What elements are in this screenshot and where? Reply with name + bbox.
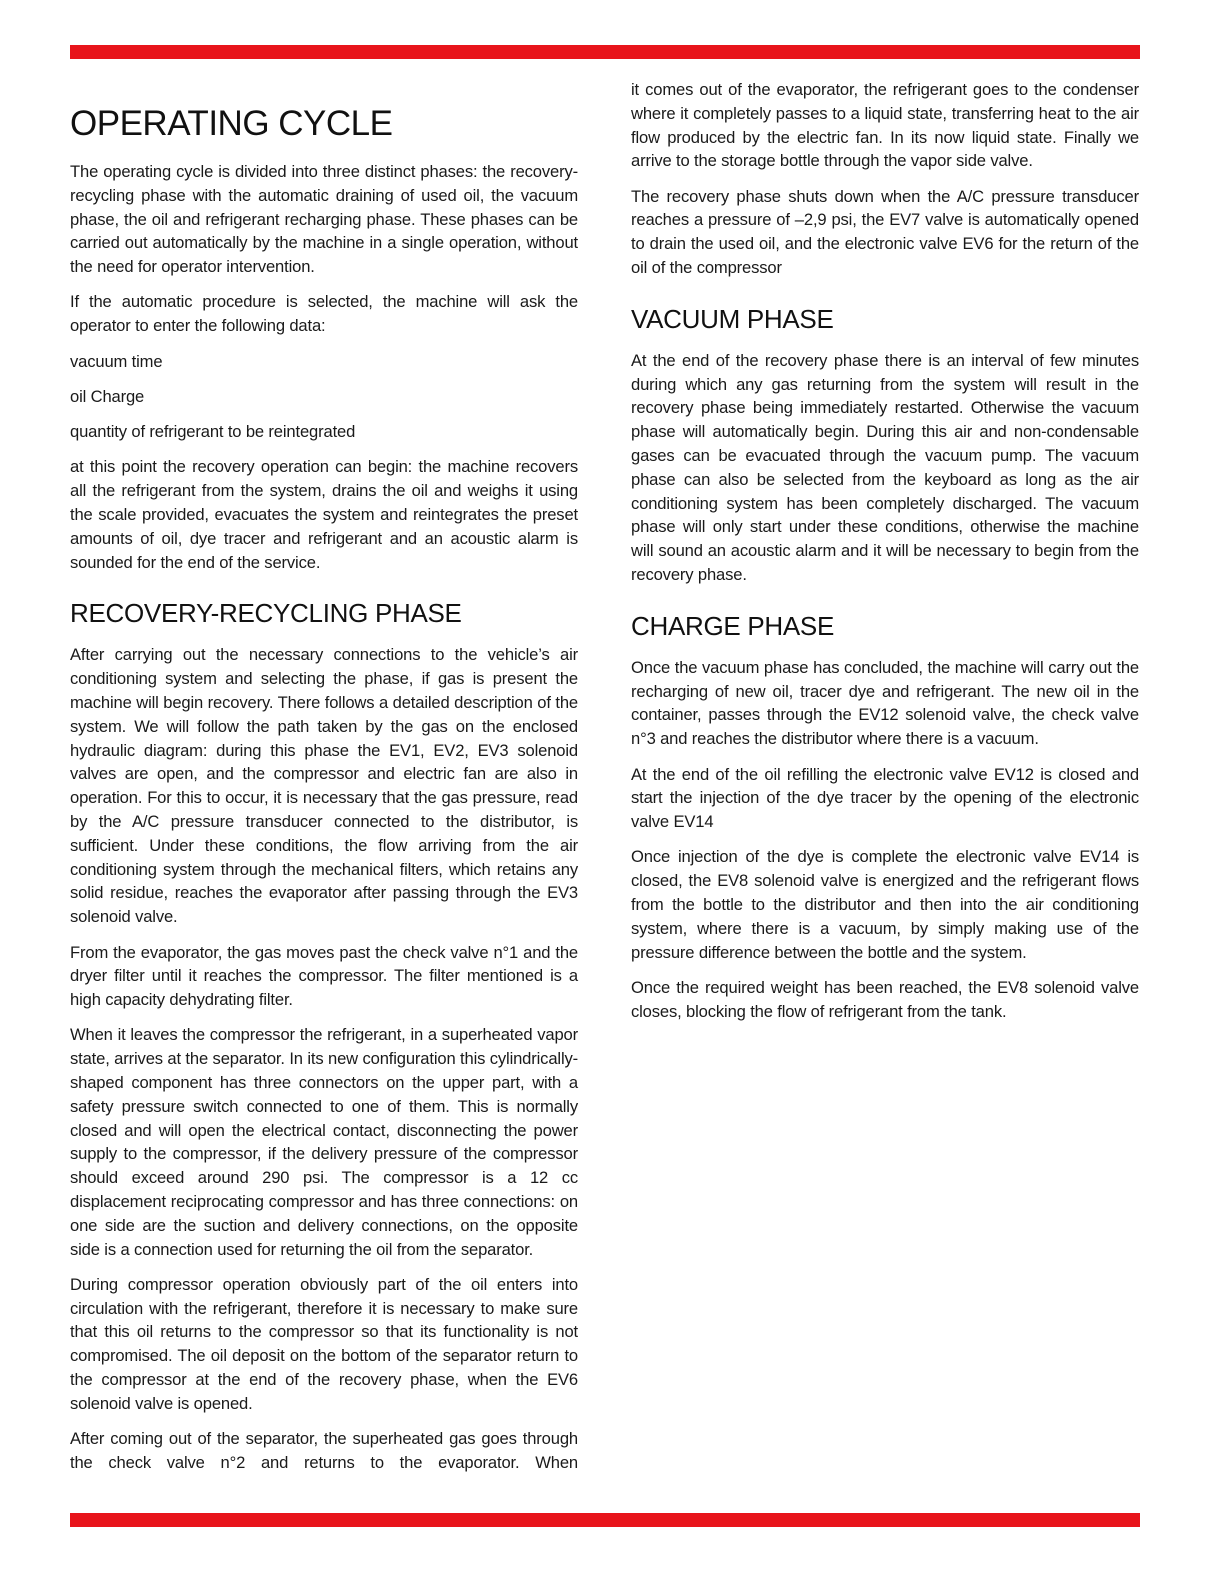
recovery-paragraph: From the evaporator, the gas moves past the check valve n°1 and the dryer filter until it reaches the compressor. The filter mentioned is a high capacity dehydrating filter. (70, 942, 578, 1010)
bottom-rule (70, 1513, 1140, 1527)
vacuum-heading: VACUUM PHASE (631, 303, 834, 334)
data-item: vacuum time (70, 351, 163, 371)
intro-end-paragraph: at this point the recovery operation can begin: the machine recovers all the refrigerant from the system, drains the oil and weighs it using the scale provided, evacuates the system and reintegrates the preset amounts of oil, dye tracer and refrigerant and an acoustic alarm is sounded for the end of the service. (70, 457, 578, 572)
charge-paragraph: At the end of the oil refilling the electronic valve EV12 is closed and start the injection of the dye tracer by the opening of the electronic valve EV14 (631, 764, 1139, 832)
charge-paragraph: Once the vacuum phase has concluded, the machine will carry out the recharging of new oil, tracer dye and refrigerant. The new oil in the container, passes through the EV12 solenoid valve, the check valve n°3 and reaches the distributor where there is a vacuum. (631, 657, 1139, 749)
recovery-continued-paragraph: it comes out of the evaporator, the refrigerant goes to the condenser where it completely passes to a liquid state, transferring heat to the air flow produced by the electric fan. In its now liquid state. Finally we arrive to the storage bottle through the vapor side valve. (631, 80, 1139, 171)
top-rule (70, 45, 1140, 59)
recovery-heading: RECOVERY-RECYCLING PHASE (70, 598, 462, 629)
intro-paragraph: The operating cycle is divided into three distinct phases: the recovery-recycling phase with the automatic draining of used oil, the vacuum phase, the oil and refrigerant recharging phase. These phases can be carried out automatically by the machine in a single operation, without the need for operator intervention. (70, 162, 578, 277)
recovery-paragraph: After coming out of the separator, the superheated gas goes through the check valve n°2 and returns to the evaporator. When (70, 1429, 578, 1472)
data-item: quantity of refrigerant to be reintegrated (70, 422, 356, 442)
page-title: OPERATING CYCLE (70, 104, 393, 143)
data-item: oil Charge (70, 386, 145, 406)
right-column (631, 78, 1139, 1035)
intro-paragraph: If the automatic procedure is selected, the machine will ask the operator to enter the following data: (70, 292, 578, 336)
charge-paragraph: Once injection of the dye is complete the electronic valve EV14 is closed, the EV8 solenoid valve is energized and the refrigerant flows from the bottle to the distributor and then into the air conditioning system, where there is a vacuum, by simply making use of the pressure difference between the bottle and the system. (631, 847, 1139, 962)
recovery-continued-paragraph: The recovery phase shuts down when the A/C pressure transducer reaches a pressure of –2,9 psi, the EV7 valve is automatically opened to drain the used oil, and the electronic valve EV6 for the return of the oil of the compressor (631, 186, 1139, 278)
recovery-paragraph: After carrying out the necessary connections to the vehicle’s air conditioning system and selecting the phase, if gas is present the machine will begin recovery. There follows a detailed description of the system. We will follow the path taken by the gas on the enclosed hydraulic diagram: during this phase the EV1, EV2, EV3 solenoid valves are open, and the compressor and electric fan are also in operation. For this to occur, it is necessary that the gas pressure, read by the A/C pressure transducer connected to the distributor, is sufficient. Under these conditions, the flow arriving from the air conditioning system through the mechanical filters, which retains any solid residue, reaches the evaporator after passing through the EV3 solenoid valve. (70, 645, 578, 927)
charge-heading: CHARGE PHASE (631, 610, 835, 641)
charge-paragraph: Once the required weight has been reached, the EV8 solenoid valve closes, blocking the flow of refrigerant from the tank. (631, 977, 1139, 1021)
vacuum-paragraph: At the end of the recovery phase there is an interval of few minutes during which any gas returning from the system will result in the recovery phase being immediately restarted. Otherwise the vacuum phase will automatically begin. During this air and non-condensable gases can be evacuated through the vacuum pump. The vacuum phase can also be selected from the keyboard as long as the air conditioning system has been completely discharged. The vacuum phase will only start under these conditions, otherwise the machine will sound an acoustic alarm and it will be necessary to begin from the recovery phase. (631, 350, 1139, 585)
recovery-paragraph: When it leaves the compressor the refrigerant, in a superheated vapor state, arrives at the separator. In its new configuration this cylindrically-shaped component has three connectors on the upper part, with a safety pressure switch connected to one of them. This is normally closed and will open the electrical contact, disconnecting the power supply to the compressor, if the delivery pressure of the compressor should exceed around 290 psi. The compressor is a 12 cc displacement reciprocating compressor and has three connections: on one side are the suction and delivery connections, on the opposite side is a connection used for returning the oil from the separator. (70, 1025, 578, 1259)
left-column (70, 78, 578, 1486)
recovery-paragraph: During compressor operation obviously part of the oil enters into circulation with the refrigerant, therefore it is necessary to make sure that this oil returns to the compressor so that its functionality is not compromised. The oil deposit on the bottom of the separator return to the compressor at the end of the recovery phase, when the EV6 solenoid valve is opened. (70, 1274, 578, 1413)
